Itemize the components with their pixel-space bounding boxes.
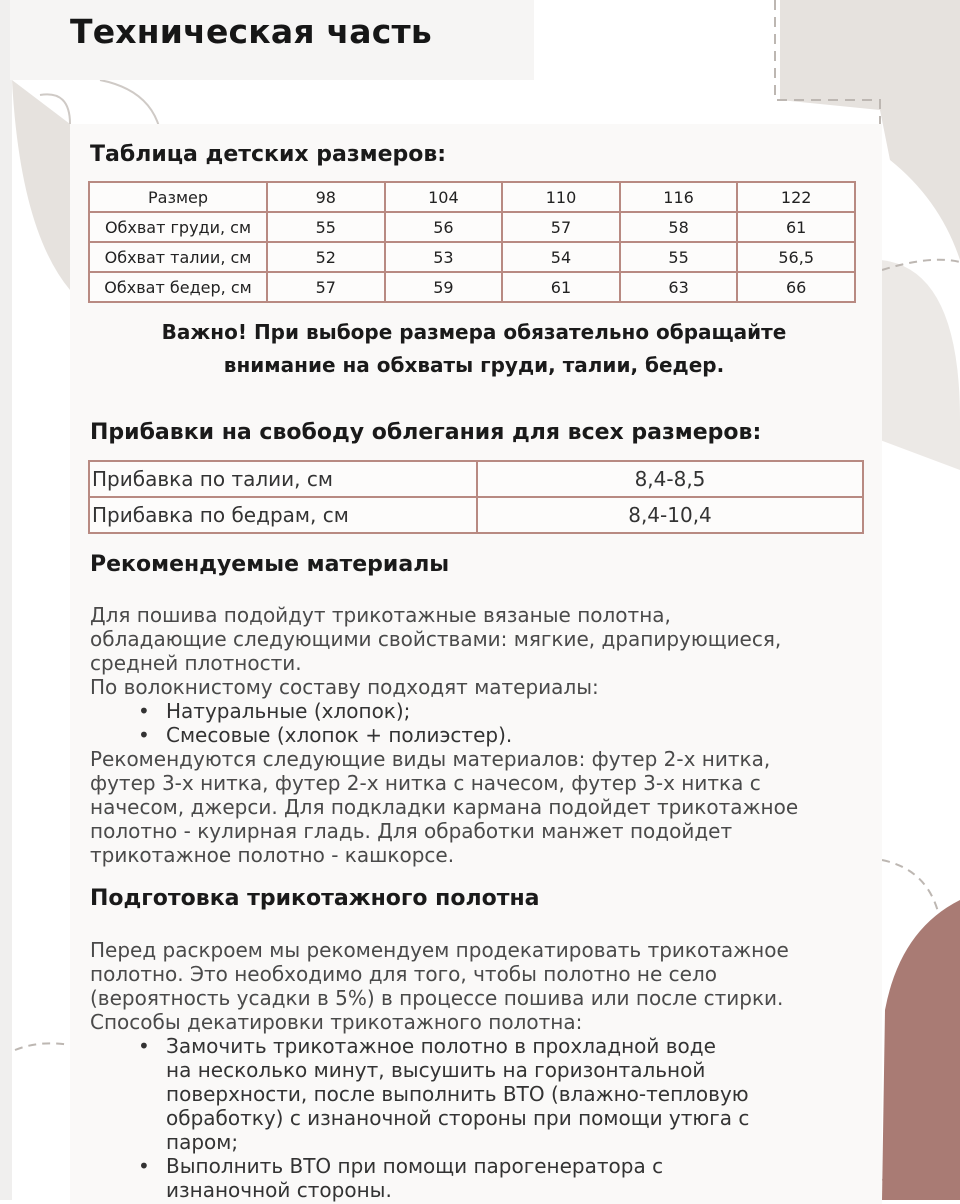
preparation-paragraph [90,938,789,1034]
table-cell: 66 [737,272,855,302]
table-row [89,461,863,497]
table-cell: 52 [267,242,385,272]
bullet-icon: • [138,723,150,747]
table-cell: 57 [502,212,620,242]
text-line: средней плотности. [90,651,302,675]
table-cell: 98 [267,182,385,212]
table-cell: Прибавка по талии, см [89,461,477,497]
table-cell: 58 [620,212,738,242]
text-line: Выполнить ВТО при помощи парогенератора с [166,1154,664,1178]
text-line: паром; [166,1130,239,1154]
text-line: поверхности, после выполнить ВТО (влажно-тепловую [166,1082,749,1106]
text-line: обработку) с изнаночной стороны при помощи утюга с [166,1106,750,1130]
text-line: изнаночной стороны. [166,1178,392,1202]
preparation-title: Подготовка трикотажного полотна [90,886,540,911]
bullet-icon: • [138,1034,150,1058]
table-cell: 61 [737,212,855,242]
table-cell: Размер [89,182,267,212]
note-line: Важно! При выборе размера обязательно обращайте [161,320,787,344]
list-item: Смесовые (хлопок + полиэстер). [166,723,513,747]
allowances-title: Прибавки на свободу облегания для всех размеров: [90,420,762,445]
text-line: Замочить трикотажное полотно в прохладной воде [166,1034,716,1058]
table-row [89,212,855,242]
table-cell: 8,4-10,4 [477,497,863,533]
text-line: полотно. Это необходимо для того, чтобы полотно не село [90,962,717,986]
table-cell: 104 [385,182,503,212]
table-cell: 57 [267,272,385,302]
table-row [89,242,855,272]
list-item: Натуральные (хлопок); [166,699,411,723]
size-important-note [88,316,860,382]
table-row [89,272,855,302]
table-cell: Обхват бедер, см [89,272,267,302]
table-cell: 8,4-8,5 [477,461,863,497]
text-line: Для пошива подойдут трикотажные вязаные полотна, [90,603,671,627]
materials-paragraph [90,603,781,699]
table-cell: 56,5 [737,242,855,272]
table-cell: 61 [502,272,620,302]
list-item [166,1034,749,1154]
materials-title: Рекомендуемые материалы [90,552,450,577]
list-item [166,1154,663,1202]
table-cell: 55 [267,212,385,242]
allowance-table [88,460,864,534]
text-line: трикотажное полотно - кашкорсе. [90,843,455,867]
table-row [89,497,863,533]
table-cell: 56 [385,212,503,242]
table-cell: Обхват груди, см [89,212,267,242]
text-line: (вероятность усадки в 5%) в процессе пошива или после стирки. [90,986,784,1010]
table-cell: 63 [620,272,738,302]
table-cell: 110 [502,182,620,212]
table-cell: Прибавка по бедрам, см [89,497,477,533]
text-line: Способы декатировки трикотажного полотна: [90,1010,583,1034]
text-line: Перед раскроем мы рекомендуем продекатировать трикотажное [90,938,789,962]
table-cell: 53 [385,242,503,272]
sizes-title: Таблица детских размеров: [90,142,447,167]
page-title: Техническая часть [70,12,432,51]
table-cell: 116 [620,182,738,212]
table-cell: 59 [385,272,503,302]
table-cell: 54 [502,242,620,272]
table-cell: 122 [737,182,855,212]
text-line: футер 3-х нитка, футер 2-х нитка с начесом, футер 3-х нитка с [90,771,761,795]
table-cell: Обхват талии, см [89,242,267,272]
text-line: начесом, джерси. Для подкладки кармана подойдет трикотажное [90,795,799,819]
text-line: полотно - кулирная гладь. Для обработки манжет подойдет [90,819,733,843]
bullet-icon: • [138,699,150,723]
size-table [88,181,856,303]
text-line: на несколько минут, высушить на горизонтальной [166,1058,706,1082]
text-line: Рекомендуются следующие виды материалов: футер 2-х нитка, [90,747,771,771]
table-cell: 55 [620,242,738,272]
note-line: внимание на обхваты груди, талии, бедер. [223,353,725,377]
text-line: обладающие следующими свойствами: мягкие, драпирующиеся, [90,627,782,651]
text-line: По волокнистому составу подходят материалы: [90,675,599,699]
table-row [89,182,855,212]
bullet-icon: • [138,1154,150,1178]
materials-paragraph-2 [90,747,798,867]
